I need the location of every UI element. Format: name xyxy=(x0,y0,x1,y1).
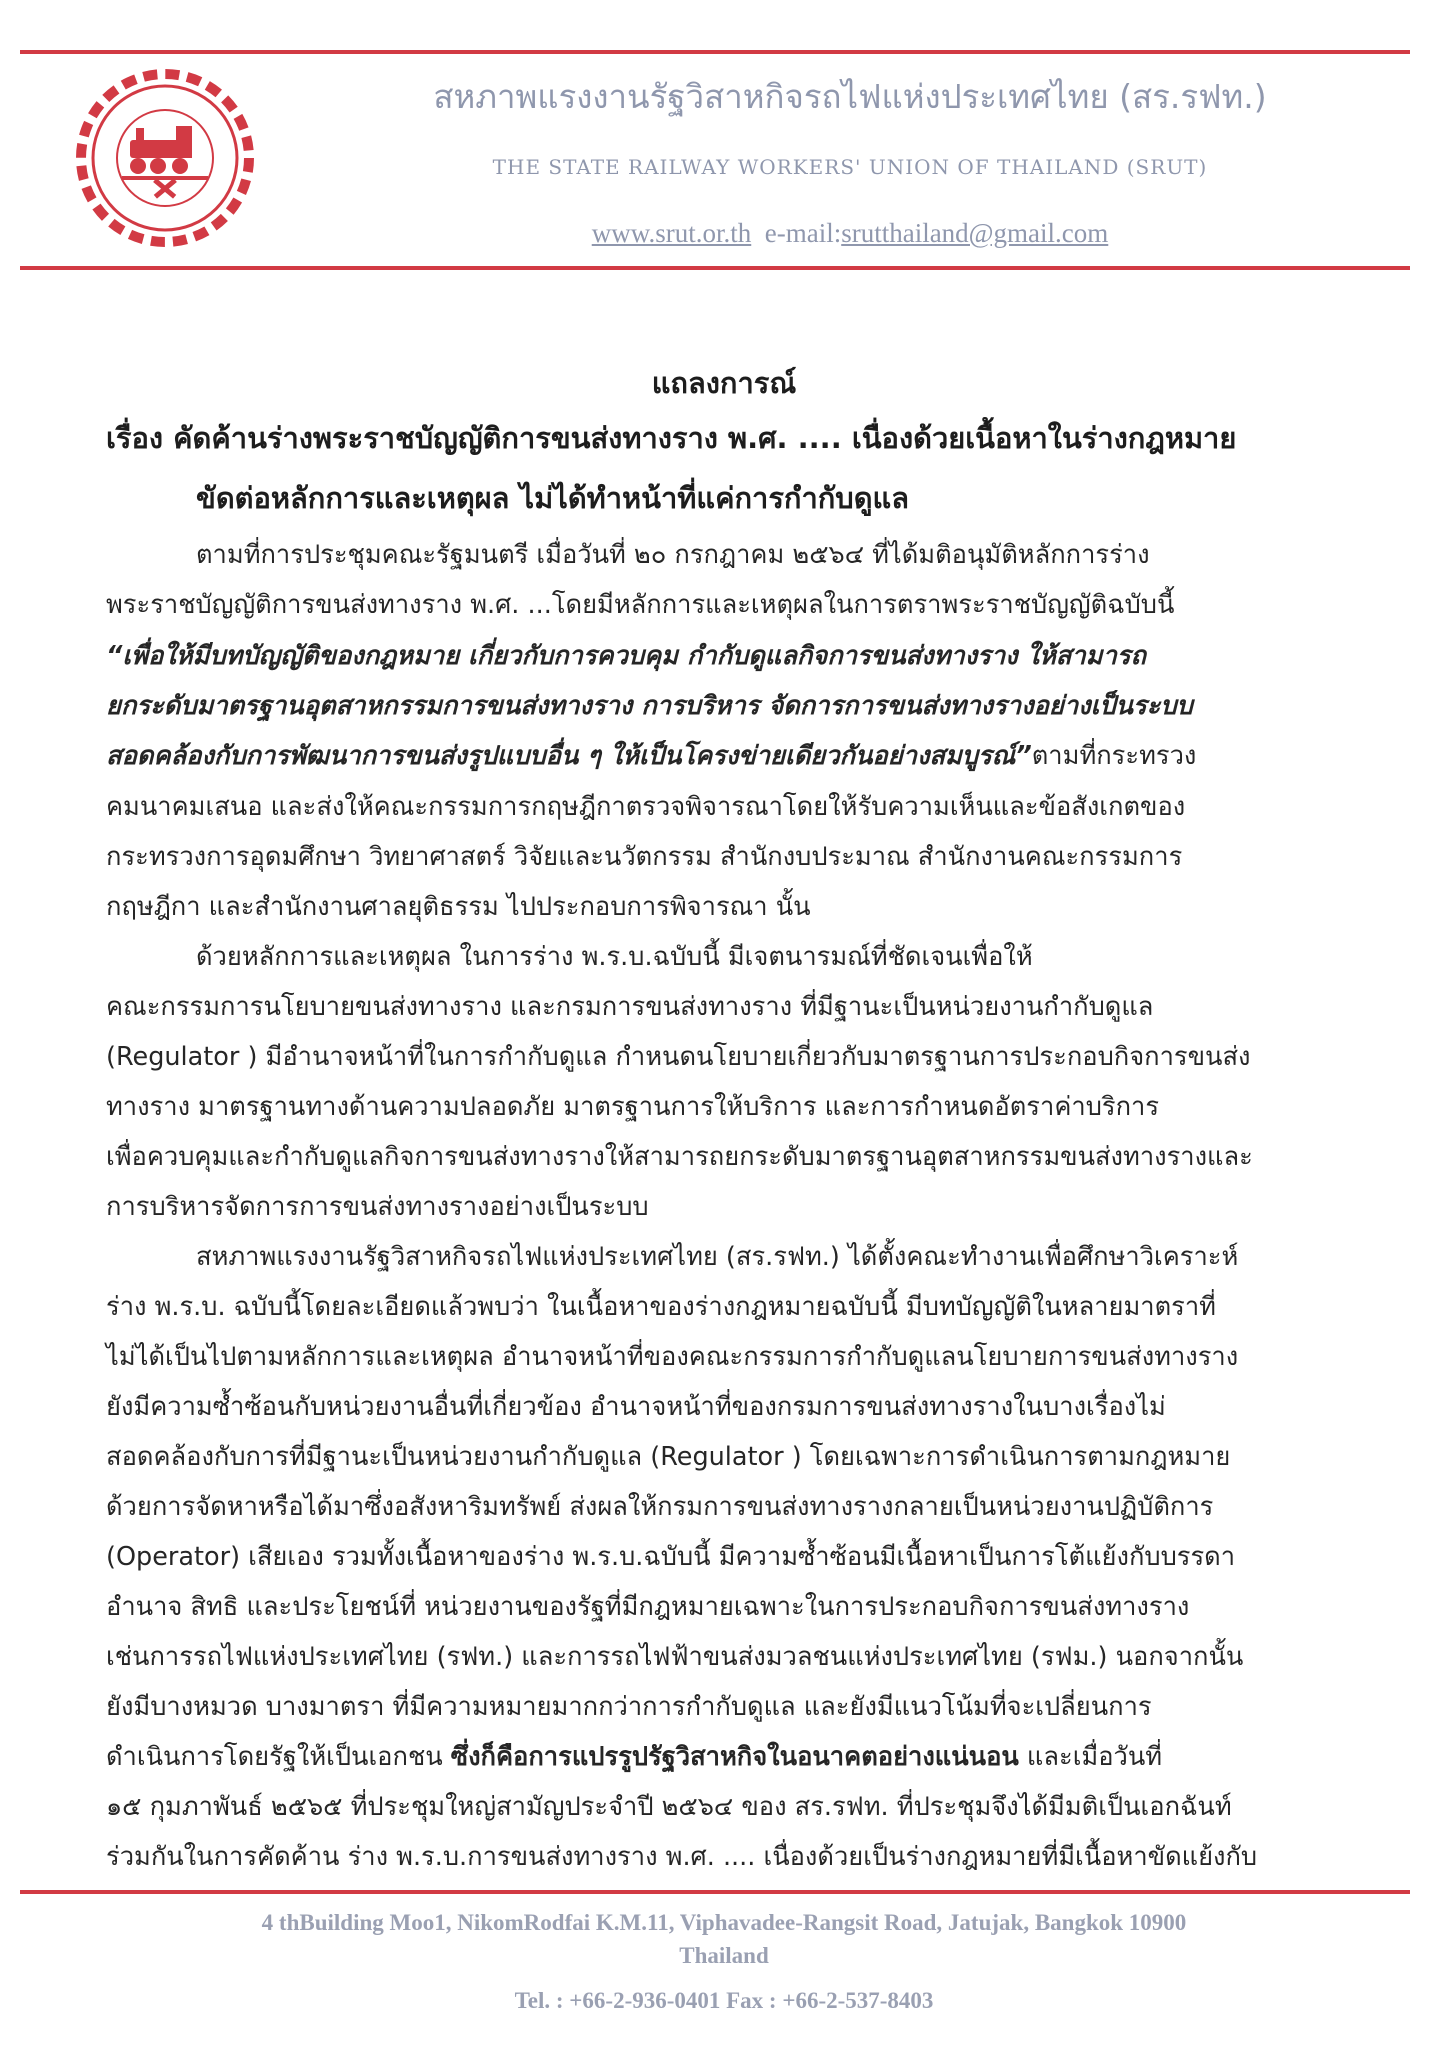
body-line: อำนาจ สิทธิ และประโยชน์ที่ หน่วยงานของรัฐที่มีกฎหมายเฉพาะในการประกอบกิจการขนส่งทางราง xyxy=(106,1592,1190,1622)
body-line: ๑๕ กุมภาพันธ์ ๒๕๖๕ ที่ประชุมใหญ่สามัญประจำปี ๒๕๖๔ ของ สร.รฟท. ที่ประชุมจึงได้มีมติเป็นเอกฉันท์ xyxy=(106,1792,1232,1822)
website-link[interactable]: www.srut.or.th xyxy=(591,218,752,248)
body-line xyxy=(106,736,1196,776)
body-line: กระทรวงการอุดมศึกษา วิทยาศาสตร์ วิจัยและนวัตกรรม สำนักงบประมาณ สำนักงานคณะกรรมการ xyxy=(106,842,1183,872)
quote-text: สอดคล้องกับการพัฒนาการขนส่งรูปแบบอื่น ๆ ให้เป็นโครงข่ายเดียวกันอย่างสมบูรณ์” xyxy=(106,741,1032,771)
body-line: คมนาคมเสนอ และส่งให้คณะกรรมการกฤษฎีกาตรวจพิจารณาโดยให้รับความเห็นและข้อสังเกตของ xyxy=(106,792,1186,822)
body-line: ตามที่การประชุมคณะรัฐมนตรี เมื่อวันที่ ๒๐ กรกฎาคม ๒๕๖๔ ที่ได้มติอนุมัติหลักการร่าง xyxy=(196,540,1150,570)
body-text: และเมื่อวันที่ xyxy=(1018,1742,1163,1772)
body-line: คณะกรรมการนโยบายขนส่งทางราง และกรมการขนส่งทางราง ที่มีฐานะเป็นหน่วยงานกำกับดูแล xyxy=(106,992,1154,1022)
subject-line-1: เรื่อง คัดค้านร่างพระราชบัญญัติการขนส่งทางราง พ.ศ. .... เนื่องด้วยเนื้อหาในร่างกฎหมาย xyxy=(106,421,1237,455)
body-line: ยังมีความซ้ำซ้อนกับหน่วยงานอื่นที่เกี่ยวข้อง อำนาจหน้าที่ของกรมการขนส่งทางรางในบางเรื่องไม่ xyxy=(106,1392,1166,1422)
footer-phone: Tel. : +66-2-936-0401 Fax : +66-2-537-8403 xyxy=(514,1988,934,2013)
footer-country: Thailand xyxy=(679,1943,769,1968)
header-bottom-rule xyxy=(20,266,1410,270)
body-line: พระราชบัญญัติการขนส่งทางราง พ.ศ. ...โดยมีหลักการและเหตุผลในการตราพระราชบัญญัติฉบับนี้ xyxy=(106,590,1175,620)
body-text: ตามที่กระทรวง xyxy=(1031,741,1197,771)
org-name-th: สหภาพแรงงานรัฐวิสาหกิจรถไฟแห่งประเทศไทย (สร.รฟท.) xyxy=(433,77,1267,116)
footer-address: 4 thBuilding Moo1, NikomRodfai K.M.11, Viphavadee-Rangsit Road, Jatujak, Bangkok 10900 xyxy=(261,1910,1187,1935)
body-line: (Regulator ) มีอำนาจหน้าที่ในการกำกับดูแล กำหนดนโยบายเกี่ยวกับมาตรฐานการประกอบกิจการขนส่ง xyxy=(106,1042,1251,1072)
body-line xyxy=(106,1737,1162,1777)
body-line: กฤษฎีกา และสำนักงานศาลยุติธรรม ไปประกอบการพิจารณา นั้น xyxy=(106,892,811,922)
body-line: ร่วมกันในการคัดค้าน ร่าง พ.ร.บ.การขนส่งทางราง พ.ศ. .... เนื่องด้วยเป็นร่างกฎหมายที่มีเนื้อหาขัดแย้งกับ xyxy=(106,1842,1258,1872)
body-line: การบริหารจัดการการขนส่งทางรางอย่างเป็นระบบ xyxy=(106,1192,649,1222)
document-title: แถลงการณ์ xyxy=(651,366,797,400)
subject-line-2: ขัดต่อหลักการและเหตุผล ไม่ได้ทำหน้าที่แค่การกำกับดูแล xyxy=(196,481,910,515)
body-line: สหภาพแรงงานรัฐวิสาหกิจรถไฟแห่งประเทศไทย (สร.รฟท.) ได้ตั้งคณะทำงานเพื่อศึกษาวิเคราะห์ xyxy=(196,1242,1239,1272)
emphasis-text: ซึ่งก็คือการแปรรูปรัฐวิสาหกิจในอนาคตอย่างแน่นอน xyxy=(450,1742,1019,1772)
contact-line xyxy=(300,218,1400,249)
body-line xyxy=(106,686,1193,726)
body-line: ไม่ได้เป็นไปตามหลักการและเหตุผล อำนาจหน้าที่ของคณะกรรมการกำกับดูแลนโยบายการขนส่งทางราง xyxy=(106,1342,1239,1372)
org-name-en: THE STATE RAILWAY WORKERS' UNION OF THAILAND (SRUT) xyxy=(492,155,1208,179)
body-line: (Operator) เสียเอง รวมทั้งเนื้อหาของร่าง พ.ร.บ.ฉบับนี้ มีความซ้ำซ้อนมีเนื้อหาเป็นการโต้แย้งกับบรรดา xyxy=(106,1542,1236,1572)
body-line: ด้วยหลักการและเหตุผล ในการร่าง พ.ร.บ.ฉบับนี้ มีเจตนารมณ์ที่ชัดเจนเพื่อให้ xyxy=(196,942,1033,972)
quote-text: ยกระดับมาตรฐานอุตสาหกรรมการขนส่งทางราง การบริหาร จัดการการขนส่งทางรางอย่างเป็นระบบ xyxy=(106,691,1193,721)
body-line xyxy=(106,636,1146,676)
union-logo xyxy=(72,58,258,254)
body-line: เพื่อควบคุมและกำกับดูแลกิจการขนส่งทางรางให้สามารถยกระดับมาตรฐานอุตสาหกรรมขนส่งทางรางและ xyxy=(106,1142,1253,1172)
body-line: สอดคล้องกับการที่มีฐานะเป็นหน่วยงานกำกับดูแล (Regulator ) โดยเฉพาะการดำเนินการตามกฎหมาย xyxy=(106,1442,1231,1472)
body-line: ร่าง พ.ร.บ. ฉบับนี้โดยละเอียดแล้วพบว่า ในเนื้อหาของร่างกฎหมายฉบับนี้ มีบทบัญญัติในหลายมาตราที่ xyxy=(106,1292,1216,1322)
body-text: ดำเนินการโดยรัฐให้เป็นเอกชน xyxy=(106,1742,451,1772)
email-label: e-mail: xyxy=(764,218,842,248)
body-line: เช่นการรถไฟแห่งประเทศไทย (รฟท.) และการรถไฟฟ้าขนส่งมวลชนแห่งประเทศไทย (รฟม.) นอกจากนั้น xyxy=(106,1642,1244,1672)
quote-text: “เพื่อให้มีบทบัญญัติของกฎหมาย เกี่ยวกับการควบคุม กำกับดูแลกิจการขนส่งทางราง ให้สามารถ xyxy=(106,641,1146,671)
footer-rule xyxy=(20,1890,1410,1894)
email-link[interactable]: srutthailand@gmail.com xyxy=(841,218,1109,248)
body-line: ยังมีบางหมวด บางมาตรา ที่มีความหมายมากกว่าการกำกับดูแล และยังมีแนวโน้มที่จะเปลี่ยนการ xyxy=(106,1692,1152,1722)
body-line: ด้วยการจัดหาหรือได้มาซึ่งอสังหาริมทรัพย์ ส่งผลให้กรมการขนส่งทางรางกลายเป็นหน่วยงานปฏิบัติการ xyxy=(106,1492,1214,1522)
header-top-rule xyxy=(20,50,1410,54)
body-line: ทางราง มาตรฐานทางด้านความปลอดภัย มาตรฐานการให้บริการ และการกำหนดอัตราค่าบริการ xyxy=(106,1092,1160,1122)
